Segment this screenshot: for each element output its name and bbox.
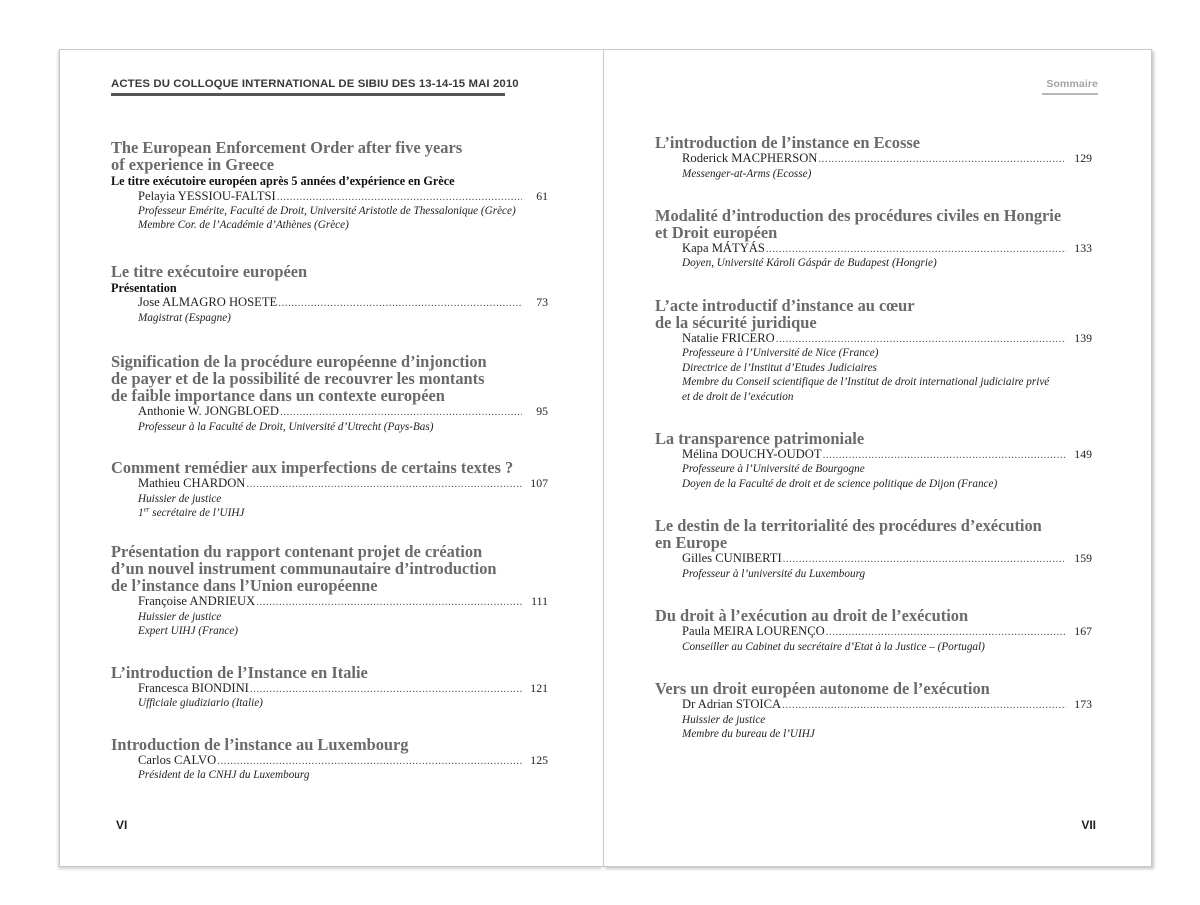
toc-entry[interactable] [111, 263, 548, 325]
author-line [111, 594, 548, 610]
author-name: Jose ALMAGRO HOSETE [138, 295, 278, 310]
author-name: Natalie FRICERO [682, 330, 775, 345]
author-role: Ufficiale giudiziario (Italie) [138, 697, 263, 710]
author-role: Professeur Emérite, Faculté de Droit, Université Aristotle de Thessalonique (Grèce) [138, 205, 516, 217]
author-line [655, 551, 1092, 567]
dot-leader [783, 552, 1066, 567]
author-name: Francesca BIONDINI [138, 680, 249, 695]
toc-entry[interactable] [655, 517, 1092, 581]
toc-entry[interactable] [655, 680, 1092, 741]
toc-entry[interactable] [111, 543, 548, 638]
author-line [655, 331, 1092, 347]
author-line [655, 241, 1092, 257]
dot-leader [217, 754, 522, 769]
page-number[interactable]: 167 [1074, 624, 1092, 639]
dot-leader [250, 682, 522, 697]
author-line [111, 681, 548, 697]
toc-entry[interactable] [655, 134, 1092, 181]
role-rest: secrétaire de l’UIHJ [149, 507, 245, 520]
author-role: Expert UIHJ (France) [138, 625, 239, 638]
page-number[interactable]: 61 [536, 188, 548, 203]
entry-title: L’introduction de l’instance en Ecosse [655, 133, 921, 152]
toc-entry[interactable] [655, 607, 1092, 654]
entry-title: Introduction de l’instance au Luxembourg [111, 734, 409, 754]
toc-entry[interactable] [111, 353, 548, 434]
toc-entry[interactable] [111, 736, 548, 783]
author-role: Huissier de justice [138, 492, 222, 505]
author-role: Professeur à la Faculté de Droit, Université d’Utrecht (Pays-Bas) [138, 420, 434, 433]
author-line [111, 189, 548, 205]
entry-title: Présentation du rapport contenant projet de création d’un nouvel instrument communautaire d’introduction de l’instance dans l’Union européenne [111, 542, 497, 596]
author-role: Doyen, Université Károli Gáspár de Budapest (Hongrie) [682, 257, 937, 270]
entry-title: Comment remédier aux imperfections de certains textes ? [111, 458, 514, 478]
author-name: Roderick MACPHERSON [682, 151, 818, 165]
entry-title: Modalité d’introduction des procédures civiles en Hongrie et Droit européen [655, 205, 1062, 242]
ordinal-number: 1 [138, 507, 144, 520]
ordinal-suffix: er [143, 505, 150, 514]
entry-title: The European Enforcement Order after five years of experience in Greece [111, 138, 463, 174]
author-name: Dr Adrian STOICA [682, 697, 782, 712]
author-role: Conseiller au Cabinet du secrétaire d’Etat à la Justice – (Portugal) [682, 640, 985, 653]
page-number[interactable]: 125 [530, 752, 548, 767]
entry-subtitle: Présentation [111, 280, 177, 295]
author-role: Professeure à l’Université de Nice (France) [682, 347, 879, 360]
author-role: Huissier de justice [138, 610, 222, 623]
right-page [603, 49, 1152, 867]
page-number[interactable]: 129 [1074, 151, 1092, 165]
author-role: Messenger-at-Arms (Ecosse) [682, 167, 812, 180]
entry-title: Vers un droit européen autonome de l’exécution [655, 679, 990, 699]
dot-leader [277, 190, 522, 205]
author-role: Professeur à l’université du Luxembourg [682, 567, 866, 580]
author-role: Membre du Conseil scientifique de l’Institut de droit international judiciaire privé [682, 376, 1050, 389]
toc-entry[interactable] [111, 139, 548, 233]
author-name: Anthonie W. JONGBLOED [138, 404, 279, 419]
author-line [655, 151, 1092, 167]
page-number[interactable]: 95 [536, 404, 548, 419]
author-name: Mélina DOUCHY-OUDOT [682, 446, 822, 461]
author-name: Françoise ANDRIEUX [138, 594, 256, 609]
author-role: Magistrat (Espagne) [138, 311, 231, 324]
author-role: Président de la CNHJ du Luxembourg [138, 769, 310, 782]
author-line [111, 476, 548, 492]
author-name: Mathieu CHARDON [138, 476, 246, 491]
author-role: Huissier de justice [682, 713, 766, 726]
left-page [59, 49, 603, 867]
toc-entry[interactable] [111, 664, 548, 711]
dot-leader [280, 405, 522, 420]
entry-title: L’introduction de l’Instance en Italie [111, 662, 368, 682]
entry-title: Signification de la procédure européenne d’injonction de payer et de la possibilité de recouvrer les montants de faible importance dans un contexte européen [111, 352, 487, 406]
author-role: et de droit de l’exécution [682, 390, 794, 403]
page-number[interactable]: 73 [536, 295, 548, 310]
author-line [655, 697, 1092, 713]
page-number[interactable]: 149 [1074, 446, 1092, 461]
page-folio: VII [1081, 818, 1096, 832]
author-role: Directrice de l’Institut d’Etudes Judiciaires [682, 361, 877, 374]
author-line [111, 753, 548, 769]
entry-title: Le destin de la territorialité des procédures d’exécution en Europe [655, 516, 1042, 553]
dot-leader [782, 698, 1066, 713]
dot-leader [246, 477, 522, 492]
entry-title: Le titre exécutoire européen [111, 261, 308, 281]
page-number[interactable]: 173 [1074, 697, 1092, 712]
author-role: Professeure à l’Université de Bourgogne [682, 463, 865, 476]
dot-leader [278, 296, 522, 311]
author-role: Doyen de la Faculté de droit et de science politique de Dijon (France) [682, 477, 998, 490]
toc-entry[interactable] [655, 207, 1092, 271]
author-line [655, 624, 1092, 640]
page-number[interactable]: 133 [1074, 240, 1092, 255]
toc-entry[interactable] [655, 297, 1092, 404]
dot-leader [818, 152, 1066, 167]
page-number[interactable]: 139 [1074, 330, 1092, 345]
author-name: Carlos CALVO [138, 752, 217, 767]
author-role: Membre Cor. de l’Académie d’Athènes (Grèce) [138, 219, 349, 232]
author-role [111, 506, 548, 520]
dot-leader [826, 625, 1066, 640]
author-line [111, 404, 548, 420]
entry-title: L’acte introductif d’instance au cœur de la sécurité juridique [655, 295, 915, 332]
header-rule [1042, 93, 1098, 95]
page-folio: VI [116, 818, 128, 832]
author-name: Paula MEIRA LOURENÇO [682, 624, 825, 639]
table-of-contents [655, 134, 1092, 761]
header-rule [111, 93, 505, 96]
author-name: Gilles CUNIBERTI [682, 551, 782, 566]
running-header: ACTES DU COLLOQUE INTERNATIONAL DE SIBIU DES 13-14-15 MAI 2010 [111, 78, 519, 90]
page-number[interactable]: 107 [530, 476, 548, 491]
entry-subtitle: Le titre exécutoire européen après 5 années d’expérience en Grèce [111, 174, 455, 188]
dot-leader [823, 448, 1066, 463]
author-name: Pelayia YESSIOU-FALTSI [138, 188, 276, 203]
entry-title: Du droit à l’exécution au droit de l’exécution [655, 606, 969, 626]
running-header: Sommaire [1046, 78, 1098, 90]
page-number[interactable]: 121 [530, 680, 548, 695]
dot-leader [766, 242, 1066, 257]
author-line [111, 295, 548, 311]
page-number[interactable]: 159 [1074, 551, 1092, 566]
dot-leader [776, 332, 1066, 347]
toc-entry[interactable] [111, 459, 548, 520]
page-number[interactable]: 111 [531, 594, 548, 609]
dot-leader [256, 595, 522, 610]
toc-entry[interactable] [655, 430, 1092, 491]
author-name: Kapa MÁTYÁS [682, 240, 765, 255]
author-line [655, 447, 1092, 463]
entry-title: La transparence patrimoniale [655, 428, 865, 448]
table-of-contents [111, 139, 548, 803]
author-role: Membre du bureau de l’UIHJ [682, 727, 815, 740]
